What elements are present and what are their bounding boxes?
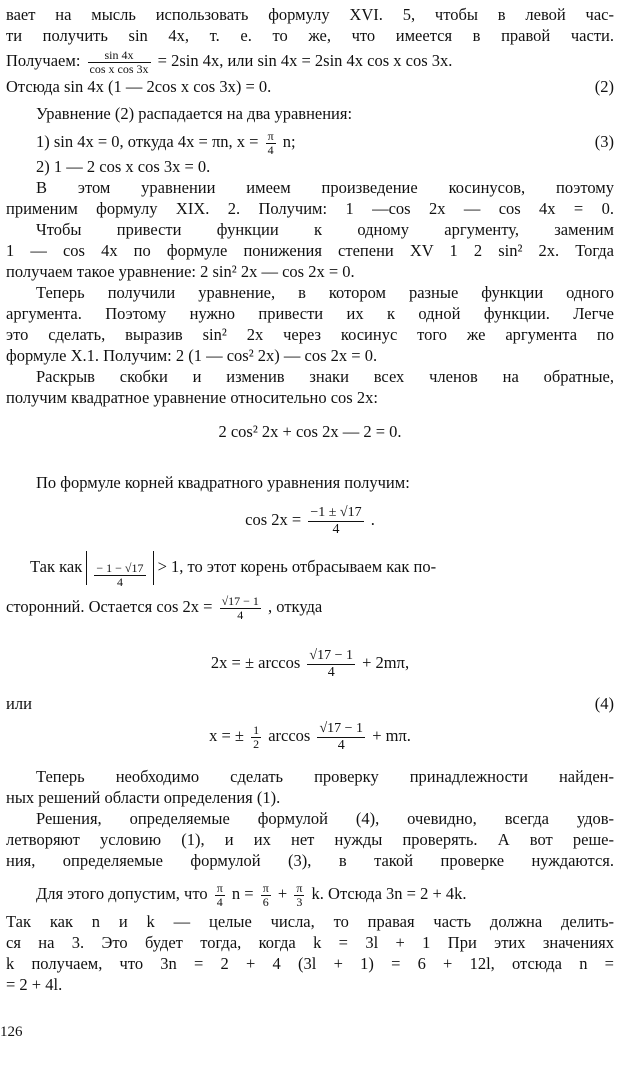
- fraction: $\frac{\pi}{4}$: [267, 128, 274, 157]
- text-line: получим квадратное уравнение относительно cos 2x:: [6, 388, 378, 407]
- text-line: Так как n и k — целые числа, то правая часть должна делить-: [6, 912, 614, 931]
- text-line: ных решений области определения (1).: [6, 788, 281, 807]
- text-line-formula: 1) sin 4x = 0, откуда 4x = πn, x = $\frac{\pi}{4}$ n; (3): [36, 128, 614, 157]
- absolute-value: $\frac{- 1 - √17}{4}$: [86, 551, 153, 585]
- fraction: $\frac{√17 - 1}{4}$: [309, 647, 353, 680]
- text-line: 2) 1 — 2 cos x cos 3x = 0.: [36, 157, 211, 176]
- book-page: [6, 4, 614, 995]
- text-line: вает на мысль использовать формулу XVI. 5, чтобы в левой час-: [6, 5, 614, 24]
- display-equation: x = ± $\frac{1}{2}$ arccos $\frac{√17 - 1}{4}$ + mπ.: [209, 720, 411, 753]
- text-line: летворяют условию (1), и их нет нужды проверять. А вот реше-: [6, 830, 614, 849]
- display-equation: cos 2x = $\frac{-1 \pm √17}{4}$ .: [245, 504, 375, 537]
- text-line-formula: Получаем: $\frac{\sin 4x}{\text{cos x cos 3x}}$ = 2sin 4x, или sin 4x = 2sin 4x cos x cos 3x.: [6, 47, 453, 76]
- text-line: или (4): [6, 694, 614, 713]
- fraction: $\frac{√17 - 1}{4}$: [221, 593, 259, 622]
- text-line: формуле X.1. Получим: 2 (1 — cos² 2x) — cos 2x = 0.: [6, 346, 378, 365]
- text-line: ния, определяемые формулой (3), в такой проверке нуждаются.: [6, 851, 614, 870]
- text-line: получаем такое уравнение: 2 sin² 2x — cos 2x = 0.: [6, 262, 355, 281]
- page-number: 126: [0, 1024, 23, 1040]
- fraction: $\frac{-1 \pm √17}{4}$: [310, 504, 362, 537]
- display-equation: 2x = ± arccos $\frac{√17 - 1}{4}$ + 2mπ,: [210, 647, 410, 680]
- text-line: аргумента. Поэтому нужно привести их к одной функции. Легче: [6, 304, 614, 323]
- text-line: Чтобы привести функции к одному аргументу, заменим: [36, 220, 614, 239]
- text-line: = 2 + 4l.: [6, 975, 63, 994]
- equation-number: (4): [594, 694, 614, 713]
- fraction: $\frac{\sin 4x}{\text{cos x cos 3x}}$: [89, 47, 149, 76]
- equation-number: (3): [594, 132, 614, 151]
- text-line: это сделать, выразив sin² 2x через косинус того же аргумента по: [6, 325, 614, 344]
- text-line: ся на 3. Это будет тогда, когда k = 3l + 1 При этих значениях: [6, 933, 614, 952]
- text-line-formula: Для этого допустим, что $\frac{\pi}{4}$ n = $\frac{\pi}{6}$ + $\frac{\pi}{3}$ k. Отсюда 3n = 2 + 4k.: [36, 880, 467, 909]
- text-line: применим формулу XIX. 2. Получим: 1 —cos 2x — cos 4x = 0.: [6, 199, 614, 218]
- text-line: 1 — cos 4x по формуле понижения степени XV 1 2 sin² 2x. Тогда: [6, 241, 614, 260]
- equation-number: (2): [594, 77, 614, 96]
- text-line: ти получить sin 4x, т. е. то же, что имеется в правой части.: [6, 26, 614, 45]
- text-line: Уравнение (2) распадается на два уравнения:: [36, 104, 353, 123]
- text-line: По формуле корней квадратного уравнения получим:: [36, 473, 410, 492]
- text-line: Раскрыв скобки и изменив знаки всех членов на обратные,: [36, 367, 614, 386]
- fraction: $\frac{√17 - 1}{4}$: [319, 720, 364, 753]
- text-line: k получаем, что 3n = 2 + 4 (3l + 1) = 6 + 12l, отсюда n =: [6, 954, 614, 973]
- fraction: $\frac{1}{2}$: [253, 722, 260, 751]
- fraction: $\frac{\pi}{6}$: [262, 880, 269, 909]
- fraction: $\frac{\pi}{3}$: [296, 880, 303, 909]
- fraction: $\frac{\pi}{4}$: [216, 880, 223, 909]
- display-equation: 2 cos² 2x + cos 2x — 2 = 0.: [218, 422, 402, 441]
- text-line-formula: Так как $\frac{- 1 - √17}{4}$ > 1, то этот корень отбрасываем как по-: [6, 545, 614, 589]
- text-line: Теперь необходимо сделать проверку принадлежности найден-: [36, 767, 614, 786]
- text-line-formula: сторонний. Остается cos 2x = $\frac{√17 - 1}{4}$ , откуда: [6, 593, 323, 622]
- text-line: Решения, определяемые формулой (4), очевидно, всегда удов-: [36, 809, 614, 828]
- text-line: В этом уравнении имеем произведение косинусов, поэтому: [36, 178, 614, 197]
- text-line: Отсюда sin 4x (1 — 2cos x cos 3x) = 0. (2): [6, 77, 614, 96]
- text-line: Теперь получили уравнение, в котором разные функции одного: [36, 283, 614, 302]
